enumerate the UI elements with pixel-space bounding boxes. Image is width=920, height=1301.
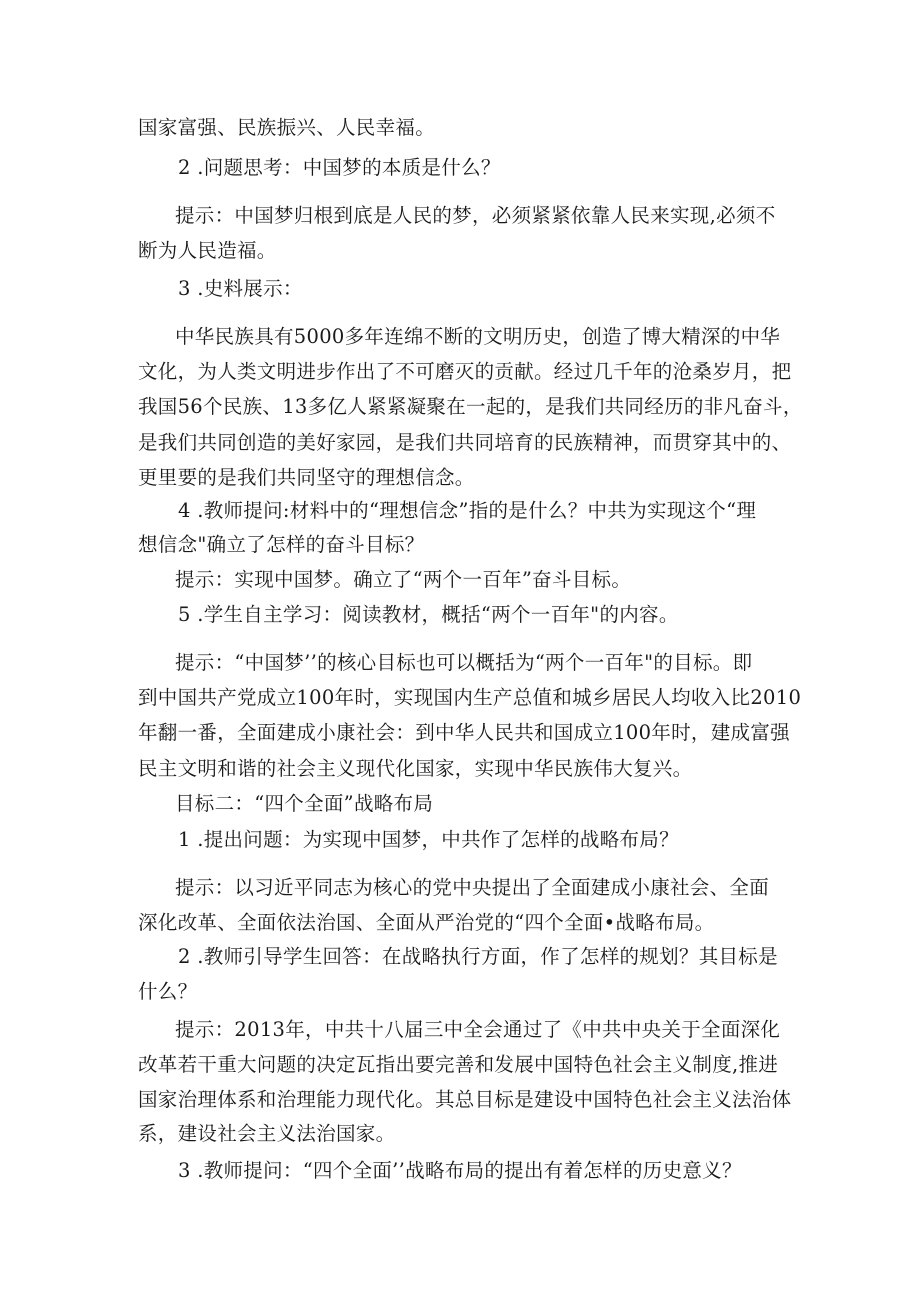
material-line-2: 文化，为人类文明进步作出了不可磨灭的贡献。经过几千年的沧桑岁月，把 [138,360,792,383]
goal-2-hint-1-line-1: 提示：以习近平同志为核心的党中央提出了全面建成小康社会、全面 [175,876,770,899]
material-line-3: 我国56个民族、13多亿人紧紧凝聚在一起的，是我们共同经历的非凡奋斗， [138,395,803,418]
goal-2-question-3: 3 .教师提问：“四个全面’’战略布局的提出有着怎样的历史意义？ [178,1159,742,1182]
goal-2-hint-1-line-2: 深化改革、全面依法治国、全面从严治党的“四个全面•战略布局。 [138,911,715,934]
text-line-1: 国家富强、民族振兴、人民幸福。 [138,116,436,139]
question-3-heading: 3 .史料展示： [178,277,303,300]
material-line-5: 更里要的是我们共同坚守的理想信念。 [138,466,475,489]
question-4-line-2: 想信念"确立了怎样的奋斗目标？ [138,533,425,556]
hint-5-line-3: 年翻一番，全面建成小康社会：到中华人民共和国成立100年时，建成富强 [138,721,790,744]
goal-2-hint-2-line-2: 改革若干重大问题的决定瓦指出要完善和发展中国特色社会主义制度,推进 [138,1053,779,1076]
hint-line-1: 提示：中国梦归根到底是人民的梦，必须紧紧依靠人民来实现,必须不 [175,204,776,227]
question-2-heading: 2 .问题思考：中国梦的本质是什么？ [178,156,501,179]
material-line-4: 是我们共同创造的美好家园，是我们共同培育的民族精神，而贯穿其中的、 [138,431,792,454]
goal-2-hint-2-line-4: 系，建设社会主义法治国家。 [138,1122,396,1145]
hint-line-2: 断为人民造福。 [138,239,277,262]
hint-5-line-4: 民主文明和谐的社会主义现代化国家，实现中华民族伟大复兴。 [138,757,693,780]
goal-2-hint-2-line-1: 提示：2013年，中共十八届三中全会通过了《中共中央关于全面深化 [175,1018,781,1041]
question-5-heading: 5 .学生自主学习：阅读教材，概括“两个一百年"的内容。 [178,603,679,626]
question-4-heading: 4 .教师提问:材料中的“理想信念”指的是什么？中共为实现这个“理 [178,499,757,522]
goal-2-question-2-line-2: 什么？ [138,980,198,1003]
goal-2-question-2: 2 .教师引导学生回答：在战略执行方面，作了怎样的规划？其目标是 [178,945,778,968]
hint-4: 提示：实现中国梦。确立了“两个一百年”奋斗目标。 [175,568,632,591]
goal-2-question-1: 1 .提出问题：为实现中国梦，中共作了怎样的战略布局？ [178,828,679,851]
goal-2-hint-2-line-3: 国家治理体系和治理能力现代化。其总目标是建设中国特色社会主义法治体 [138,1088,792,1111]
hint-5-line-1: 提示：“中国梦’’的核心目标也可以概括为“两个一百年"的目标。即 [175,651,753,674]
section-goal-2-heading: 目标二：“四个全面”战略布局 [175,792,434,815]
material-line-1: 中华民族具有5000多年连绵不断的文明历史，创造了博大精深的中华 [175,325,781,348]
hint-5-line-2: 到中国共产党成立100年时，实现国内生产总值和城乡居民人均收入比2010 [138,686,802,709]
